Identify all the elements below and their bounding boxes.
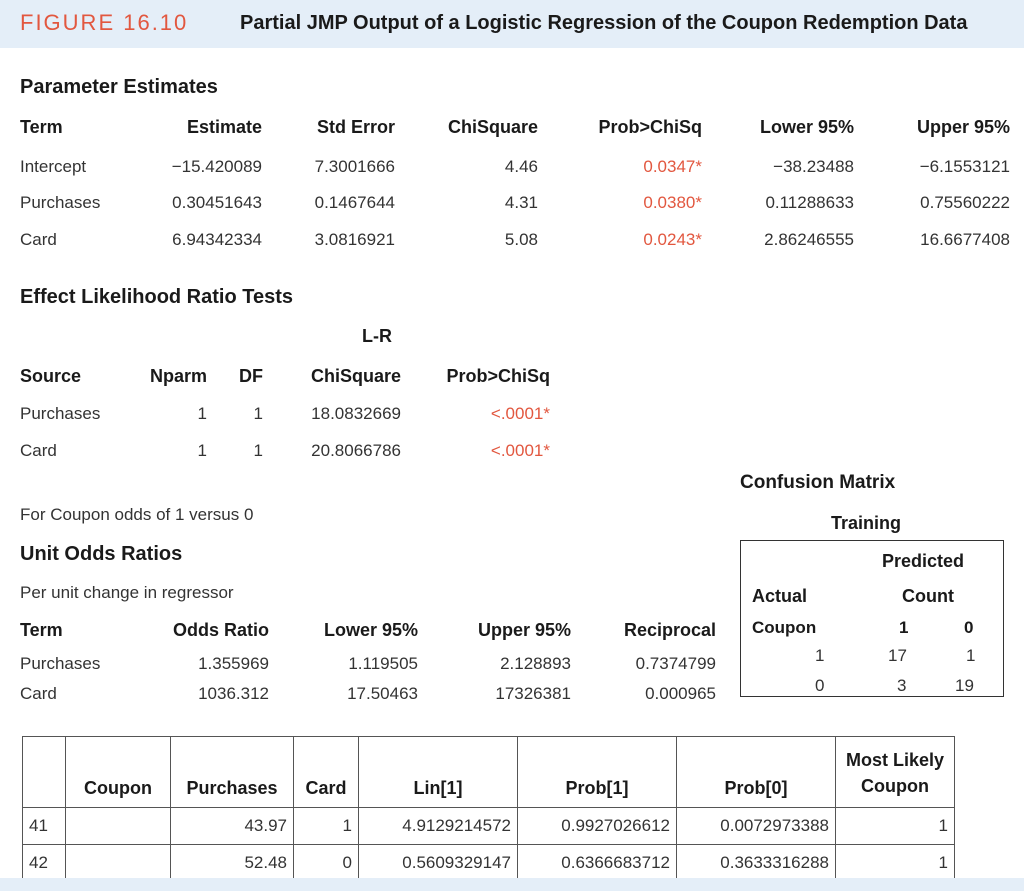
effect-row-card-source: Card (20, 441, 57, 460)
row-41-card: 1 (294, 808, 359, 845)
row-42-purchases: 52.48 (171, 845, 294, 882)
unit-odds-heading: Unit Odds Ratios (20, 543, 183, 565)
effect-row-purchases-chisq: 18.0832669 (311, 404, 401, 423)
data-table (22, 736, 955, 882)
row-42-card: 0 (294, 845, 359, 882)
param-row-card-prob: 0.0243* (643, 230, 702, 249)
param-row-intercept-lower: −38.23488 (773, 157, 854, 176)
confusion-row0-actual: 0 (815, 676, 825, 695)
param-row-card-upper: 16.6677408 (920, 230, 1010, 249)
data-col-purchases: Purchases (171, 737, 294, 808)
param-row-purchases-term: Purchases (20, 193, 101, 212)
param-col-std-error: Std Error (316, 117, 395, 137)
odds-row-purchases-reciprocal: 0.7374799 (635, 654, 716, 673)
effect-col-chisquare: ChiSquare (310, 366, 401, 386)
odds-note: For Coupon odds of 1 versus 0 (20, 505, 254, 524)
effect-row-purchases-source: Purchases (20, 404, 101, 423)
odds-row-card-upper: 17326381 (495, 684, 571, 703)
odds-row-purchases-ratio: 1.355969 (198, 654, 269, 673)
param-row-intercept-term: Intercept (20, 157, 87, 176)
confusion-matrix-heading: Confusion Matrix (740, 472, 896, 493)
confusion-row1-pred0: 1 (966, 646, 976, 665)
confusion-row1-pred1: 17 (888, 646, 907, 665)
param-col-lower95: Lower 95% (759, 117, 854, 137)
param-row-purchases-lower: 0.11288633 (765, 193, 854, 212)
effect-col-nparm: Nparm (149, 366, 207, 386)
param-row-intercept-prob: 0.0347* (643, 157, 702, 176)
table-row (23, 845, 955, 882)
odds-row-card-lower: 17.50463 (347, 684, 418, 703)
effect-col-source: Source (20, 366, 82, 386)
odds-col-term: Term (20, 620, 63, 640)
confusion-col-1: 1 (899, 618, 909, 637)
odds-col-lower95: Lower 95% (323, 620, 418, 640)
effect-lr-label: L-R (362, 326, 392, 346)
confusion-row1-actual: 1 (815, 646, 825, 665)
param-row-purchases-prob: 0.0380* (643, 193, 702, 212)
data-col-most-likely: Most Likely Coupon (836, 737, 955, 808)
param-col-chisquare: ChiSquare (447, 117, 538, 137)
effect-row-card-df: 1 (253, 441, 263, 460)
odds-row-purchases-term: Purchases (20, 654, 101, 673)
row-41-lin1: 4.9129214572 (359, 808, 518, 845)
effect-row-purchases-df: 1 (253, 404, 263, 423)
row-42-number: 42 (23, 845, 66, 882)
param-row-intercept-upper: −6.1553121 (919, 157, 1010, 176)
effect-row-card-prob: <.0001* (490, 441, 550, 460)
footer-band (0, 878, 1024, 891)
row-41-prob0: 0.0072973388 (677, 808, 836, 845)
confusion-training-label: Training (831, 513, 902, 533)
parameter-estimates-heading: Parameter Estimates (20, 76, 218, 98)
odds-col-ratio: Odds Ratio (172, 620, 269, 640)
row-42-coupon (66, 845, 171, 882)
row-42-most-likely: 1 (836, 845, 955, 882)
unit-odds-subheading: Per unit change in regressor (20, 583, 234, 602)
param-col-prob: Prob>ChiSq (598, 117, 702, 137)
data-col-card: Card (294, 737, 359, 808)
figure-label: FIGURE 16.10 (20, 10, 189, 35)
row-42-prob0: 0.3633316288 (677, 845, 836, 882)
odds-row-card-reciprocal: 0.000965 (645, 684, 716, 703)
row-42-lin1: 0.5609329147 (359, 845, 518, 882)
odds-row-card-term: Card (20, 684, 57, 703)
param-row-intercept-chisq: 4.46 (504, 157, 538, 176)
param-row-card-estimate: 6.94342334 (172, 230, 262, 249)
row-41-prob1: 0.9927026612 (518, 808, 677, 845)
odds-row-purchases-lower: 1.119505 (348, 654, 418, 673)
confusion-col-0: 0 (964, 618, 974, 637)
table-row (23, 808, 955, 845)
param-row-card-stderr: 3.0816921 (314, 230, 395, 249)
effect-col-prob: Prob>ChiSq (446, 366, 550, 386)
row-42-prob1: 0.6366683712 (518, 845, 677, 882)
effect-lr-heading: Effect Likelihood Ratio Tests (20, 286, 293, 308)
confusion-row0-pred0: 19 (955, 676, 974, 695)
param-col-term: Term (20, 117, 63, 137)
confusion-coupon-label: Coupon (752, 618, 817, 637)
param-row-purchases-estimate: 0.30451643 (172, 193, 262, 212)
param-row-card-term: Card (20, 230, 57, 249)
data-table-header-row (23, 737, 955, 808)
confusion-row0-pred1: 3 (897, 676, 907, 695)
param-row-intercept-stderr: 7.3001666 (314, 157, 395, 176)
param-row-purchases-stderr: 0.1467644 (314, 193, 395, 212)
param-row-purchases-chisq: 4.31 (504, 193, 538, 212)
confusion-actual-label: Actual (752, 586, 808, 606)
row-41-coupon (66, 808, 171, 845)
param-col-upper95: Upper 95% (916, 117, 1010, 137)
confusion-predicted-label: Predicted (882, 551, 965, 571)
row-41-purchases: 43.97 (171, 808, 294, 845)
effect-col-df: DF (239, 366, 263, 386)
odds-col-reciprocal: Reciprocal (623, 620, 716, 640)
confusion-count-label: Count (902, 586, 954, 606)
param-row-card-chisq: 5.08 (504, 230, 538, 249)
param-row-card-lower: 2.86246555 (764, 230, 854, 249)
odds-row-card-ratio: 1036.312 (198, 684, 269, 703)
effect-row-card-chisq: 20.8066786 (311, 441, 401, 460)
data-col-lin1: Lin[1] (359, 737, 518, 808)
row-41-most-likely: 1 (836, 808, 955, 845)
effect-row-purchases-nparm: 1 (197, 404, 207, 423)
effect-row-card-nparm: 1 (197, 441, 207, 460)
param-row-purchases-upper: 0.75560222 (920, 193, 1010, 212)
data-col-rownum (23, 737, 66, 808)
data-col-prob0: Prob[0] (677, 737, 836, 808)
figure-title: Partial JMP Output of a Logistic Regression of the Coupon Redemption Data (240, 12, 968, 34)
param-col-estimate: Estimate (186, 117, 262, 137)
odds-row-purchases-upper: 2.128893 (500, 654, 571, 673)
effect-row-purchases-prob: <.0001* (490, 404, 550, 423)
param-row-intercept-estimate: −15.420089 (171, 157, 262, 176)
odds-col-upper95: Upper 95% (477, 620, 571, 640)
row-41-number: 41 (23, 808, 66, 845)
data-col-coupon: Coupon (66, 737, 171, 808)
data-col-prob1: Prob[1] (518, 737, 677, 808)
